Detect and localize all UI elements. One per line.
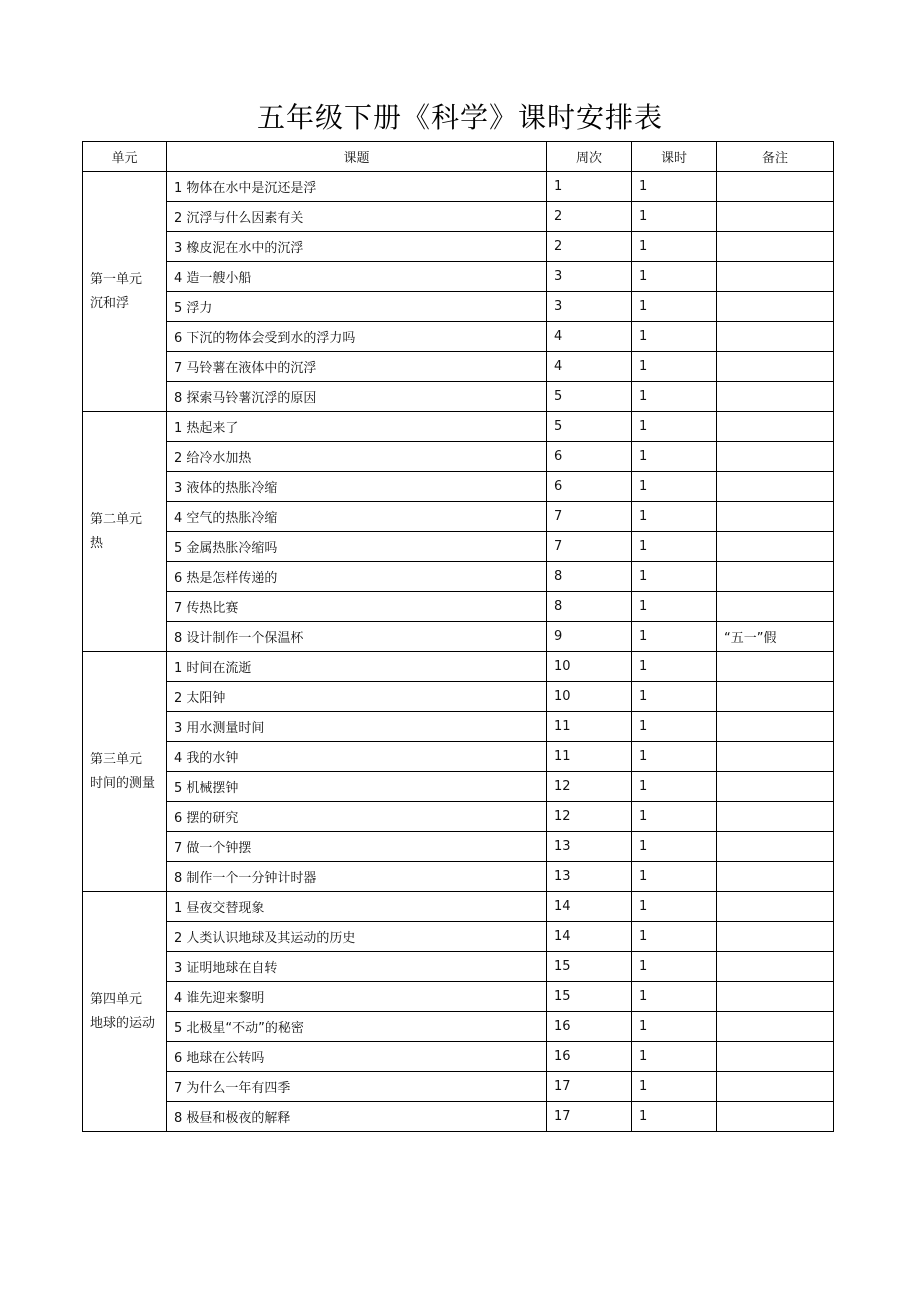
week-cell: 15 [547, 982, 632, 1012]
week-cell: 4 [547, 352, 632, 382]
table-row [83, 682, 834, 712]
table-row [83, 1012, 834, 1042]
table-row [83, 652, 834, 682]
schedule-body [83, 172, 834, 1132]
topic-cell: 8 制作一个一分钟计时器 [167, 862, 547, 892]
topic-cell: 8 极昼和极夜的解释 [167, 1102, 547, 1132]
note-cell [717, 712, 834, 742]
header-hours: 课时 [632, 142, 717, 172]
week-cell: 3 [547, 262, 632, 292]
topic-cell: 4 我的水钟 [167, 742, 547, 772]
unit-name-line2: 沉和浮 [90, 295, 130, 311]
table-row [83, 862, 834, 892]
table-row [83, 712, 834, 742]
table-row [83, 532, 834, 562]
week-cell: 4 [547, 322, 632, 352]
hours-cell: 1 [632, 862, 717, 892]
week-cell: 2 [547, 232, 632, 262]
topic-cell: 7 为什么一年有四季 [167, 1072, 547, 1102]
header-unit: 单元 [83, 142, 167, 172]
hours-cell: 1 [632, 592, 717, 622]
topic-cell: 4 空气的热胀冷缩 [167, 502, 547, 532]
topic-cell: 1 时间在流逝 [167, 652, 547, 682]
note-cell [717, 982, 834, 1012]
week-cell: 3 [547, 292, 632, 322]
table-row [83, 1072, 834, 1102]
week-cell: 8 [547, 562, 632, 592]
hours-cell: 1 [632, 352, 717, 382]
topic-cell: 2 人类认识地球及其运动的历史 [167, 922, 547, 952]
hours-cell: 1 [632, 922, 717, 952]
table-row [83, 742, 834, 772]
week-cell: 17 [547, 1072, 632, 1102]
topic-cell: 3 用水测量时间 [167, 712, 547, 742]
note-cell [717, 802, 834, 832]
week-cell: 16 [547, 1042, 632, 1072]
topic-cell: 7 传热比赛 [167, 592, 547, 622]
table-row [83, 262, 834, 292]
note-cell [717, 1072, 834, 1102]
week-cell: 13 [547, 862, 632, 892]
note-cell [717, 922, 834, 952]
note-cell: “五一”假 [717, 622, 834, 652]
hours-cell: 1 [632, 1012, 717, 1042]
unit-name-line1: 第三单元 [90, 751, 143, 767]
header-week: 周次 [547, 142, 632, 172]
hours-cell: 1 [632, 982, 717, 1012]
unit-cell [83, 412, 167, 652]
week-cell: 5 [547, 382, 632, 412]
hours-cell: 1 [632, 952, 717, 982]
topic-cell: 2 给冷水加热 [167, 442, 547, 472]
note-cell [717, 1012, 834, 1042]
unit-cell [83, 172, 167, 412]
topic-cell: 3 证明地球在自转 [167, 952, 547, 982]
topic-cell: 8 探索马铃薯沉浮的原因 [167, 382, 547, 412]
topic-cell: 5 北极星“不动”的秘密 [167, 1012, 547, 1042]
unit-name-line1: 第二单元 [90, 511, 143, 527]
hours-cell: 1 [632, 712, 717, 742]
table-row [83, 952, 834, 982]
unit-name-line2: 热 [90, 535, 104, 551]
table-row [83, 352, 834, 382]
week-cell: 10 [547, 682, 632, 712]
week-cell: 12 [547, 772, 632, 802]
hours-cell: 1 [632, 1042, 717, 1072]
note-cell [717, 1102, 834, 1132]
unit-cell [83, 892, 167, 1132]
topic-cell: 2 沉浮与什么因素有关 [167, 202, 547, 232]
table-row [83, 982, 834, 1012]
table-row [83, 292, 834, 322]
topic-cell: 6 地球在公转吗 [167, 1042, 547, 1072]
hours-cell: 1 [632, 532, 717, 562]
topic-cell: 3 橡皮泥在水中的沉浮 [167, 232, 547, 262]
note-cell [717, 262, 834, 292]
note-cell [717, 472, 834, 502]
unit-name-line2: 地球的运动 [90, 1015, 156, 1031]
hours-cell: 1 [632, 262, 717, 292]
header-topic: 课题 [167, 142, 547, 172]
week-cell: 17 [547, 1102, 632, 1132]
week-cell: 7 [547, 502, 632, 532]
topic-cell: 1 热起来了 [167, 412, 547, 442]
hours-cell: 1 [632, 832, 717, 862]
table-row [83, 232, 834, 262]
topic-cell: 2 太阳钟 [167, 682, 547, 712]
note-cell [717, 772, 834, 802]
week-cell: 13 [547, 832, 632, 862]
week-cell: 11 [547, 712, 632, 742]
week-cell: 10 [547, 652, 632, 682]
week-cell: 11 [547, 742, 632, 772]
hours-cell: 1 [632, 292, 717, 322]
table-row [83, 472, 834, 502]
topic-cell: 3 液体的热胀冷缩 [167, 472, 547, 502]
note-cell [717, 292, 834, 322]
week-cell: 6 [547, 442, 632, 472]
topic-cell: 1 物体在水中是沉还是浮 [167, 172, 547, 202]
topic-cell: 6 摆的研究 [167, 802, 547, 832]
note-cell [717, 412, 834, 442]
unit-name-line1: 第四单元 [90, 991, 143, 1007]
hours-cell: 1 [632, 652, 717, 682]
week-cell: 14 [547, 922, 632, 952]
hours-cell: 1 [632, 562, 717, 592]
table-row [83, 922, 834, 952]
topic-cell: 7 马铃薯在液体中的沉浮 [167, 352, 547, 382]
table-row [83, 832, 834, 862]
hours-cell: 1 [632, 232, 717, 262]
table-row [83, 892, 834, 922]
week-cell: 5 [547, 412, 632, 442]
note-cell [717, 682, 834, 712]
table-row [83, 1042, 834, 1072]
note-cell [717, 172, 834, 202]
topic-cell: 5 机械摆钟 [167, 772, 547, 802]
note-cell [717, 862, 834, 892]
note-cell [717, 892, 834, 922]
table-row [83, 502, 834, 532]
table-row [83, 1102, 834, 1132]
week-cell: 12 [547, 802, 632, 832]
week-cell: 1 [547, 172, 632, 202]
note-cell [717, 202, 834, 232]
table-row [83, 772, 834, 802]
unit-cell [83, 652, 167, 892]
table-row [83, 322, 834, 352]
hours-cell: 1 [632, 412, 717, 442]
topic-cell: 5 金属热胀冷缩吗 [167, 532, 547, 562]
note-cell [717, 952, 834, 982]
hours-cell: 1 [632, 742, 717, 772]
note-cell [717, 742, 834, 772]
week-cell: 6 [547, 472, 632, 502]
table-row [83, 562, 834, 592]
week-cell: 8 [547, 592, 632, 622]
topic-cell: 4 谁先迎来黎明 [167, 982, 547, 1012]
note-cell [717, 352, 834, 382]
note-cell [717, 442, 834, 472]
schedule-table [82, 141, 834, 1132]
hours-cell: 1 [632, 202, 717, 232]
note-cell [717, 232, 834, 262]
week-cell: 2 [547, 202, 632, 232]
table-row [83, 622, 834, 652]
note-cell [717, 832, 834, 862]
hours-cell: 1 [632, 322, 717, 352]
hours-cell: 1 [632, 622, 717, 652]
hours-cell: 1 [632, 1102, 717, 1132]
week-cell: 9 [547, 622, 632, 652]
topic-cell: 4 造一艘小船 [167, 262, 547, 292]
note-cell [717, 592, 834, 622]
page-title: 五年级下册《科学》课时安排表 [256, 101, 663, 134]
table-row [83, 442, 834, 472]
week-cell: 16 [547, 1012, 632, 1042]
note-cell [717, 652, 834, 682]
hours-cell: 1 [632, 802, 717, 832]
hours-cell: 1 [632, 172, 717, 202]
note-cell [717, 322, 834, 352]
hours-cell: 1 [632, 382, 717, 412]
table-row [83, 412, 834, 442]
week-cell: 15 [547, 952, 632, 982]
note-cell [717, 562, 834, 592]
topic-cell: 7 做一个钟摆 [167, 832, 547, 862]
hours-cell: 1 [632, 472, 717, 502]
hours-cell: 1 [632, 892, 717, 922]
topic-cell: 6 热是怎样传递的 [167, 562, 547, 592]
table-row [83, 172, 834, 202]
note-cell [717, 1042, 834, 1072]
note-cell [717, 502, 834, 532]
hours-cell: 1 [632, 1072, 717, 1102]
note-cell [717, 382, 834, 412]
table-row [83, 382, 834, 412]
table-row [83, 592, 834, 622]
topic-cell: 8 设计制作一个保温杯 [167, 622, 547, 652]
hours-cell: 1 [632, 682, 717, 712]
unit-name-line2: 时间的测量 [90, 775, 156, 791]
table-row [83, 202, 834, 232]
topic-cell: 5 浮力 [167, 292, 547, 322]
week-cell: 14 [547, 892, 632, 922]
hours-cell: 1 [632, 442, 717, 472]
hours-cell: 1 [632, 502, 717, 532]
topic-cell: 6 下沉的物体会受到水的浮力吗 [167, 322, 547, 352]
note-cell [717, 532, 834, 562]
header-note: 备注 [717, 142, 834, 172]
week-cell: 7 [547, 532, 632, 562]
table-row [83, 802, 834, 832]
topic-cell: 1 昼夜交替现象 [167, 892, 547, 922]
unit-name-line1: 第一单元 [90, 271, 143, 287]
hours-cell: 1 [632, 772, 717, 802]
header-row [83, 142, 834, 172]
